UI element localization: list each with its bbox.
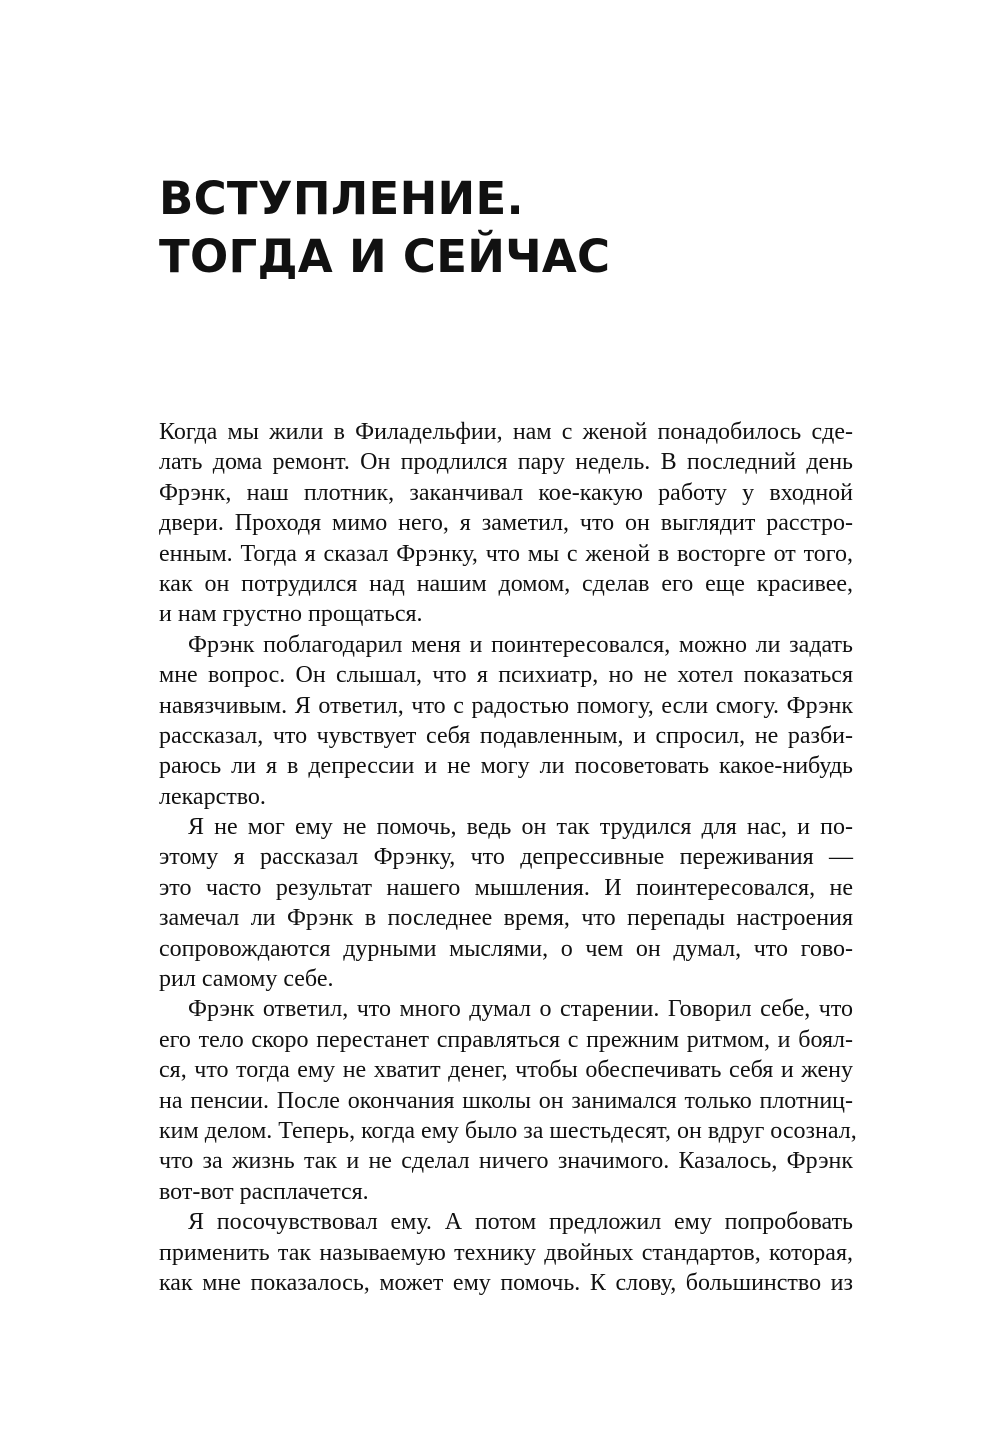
- chapter-title-line-2: ТОГДА И СЕЙЧАС: [159, 230, 611, 283]
- text-line: Я не мог ему не помочь, ведь он так трудился для нас, и по-: [188, 814, 853, 841]
- text-line: этому я рассказал Фрэнку, что депрессивные переживания —: [159, 844, 853, 871]
- text-line: лать дома ремонт. Он продлился пару недель. В последний день: [159, 449, 853, 476]
- text-line: Фрэнк поблагодарил меня и поинтересовался, можно ли задать: [188, 631, 853, 658]
- text-line: ся, что тогда ему не хватит денег, чтобы обеспечивать себя и жену: [159, 1057, 853, 1084]
- text-line: Фрэнк ответил, что много думал о старении. Говорил себе, что: [188, 996, 853, 1023]
- paragraph: [159, 1207, 853, 1298]
- text-line: как мне показалось, может ему помочь. К слову, большинство из: [159, 1269, 853, 1296]
- text-line: это часто результат нашего мышления. И поинтересовался, не: [159, 874, 853, 901]
- text-line: лекарство.: [159, 783, 266, 810]
- text-line: как он потрудился над нашим домом, сделав его еще красивее,: [159, 570, 853, 597]
- text-line: применить так называемую технику двойных стандартов, которая,: [159, 1239, 853, 1266]
- text-line: вот-вот расплачется.: [159, 1178, 369, 1205]
- text-line: рассказал, что чувствует себя подавленным, и спросил, не разби-: [159, 722, 853, 749]
- chapter-title: [159, 170, 859, 286]
- text-line: сопровождаются дурными мыслями, о чем он думал, что гово-: [159, 935, 853, 962]
- paragraph: [159, 630, 853, 812]
- text-line: Когда мы жили в Филадельфии, нам с женой понадобилось сде-: [159, 419, 853, 445]
- text-line: Фрэнк, наш плотник, заканчивал кое-какую работу у входной: [159, 479, 853, 506]
- text-line: навязчивым. Я ответил, что с радостью помогу, если смогу. Фрэнк: [159, 692, 853, 719]
- text-line: енным. Тогда я сказал Фрэнку, что мы с женой в восторге от того,: [159, 540, 853, 567]
- text-line: на пенсии. После окончания школы он занимался только плотниц-: [159, 1087, 853, 1114]
- text-line: замечал ли Фрэнк в последнее время, что перепады настроения: [159, 905, 853, 932]
- paragraph: [159, 994, 857, 1207]
- body-text: [159, 417, 857, 1298]
- text-line: двери. Проходя мимо него, я заметил, что он выглядит расстро-: [159, 510, 853, 537]
- text-line: раюсь ли я в депрессии и не могу ли посоветовать какое-нибудь: [159, 753, 853, 780]
- text-line: мне вопрос. Он слышал, что я психиатр, но не хотел показаться: [159, 662, 853, 689]
- text-line: и нам грустно прощаться.: [159, 601, 423, 628]
- paragraph: [159, 812, 853, 994]
- paragraph: [159, 417, 853, 630]
- text-line: Я посочувствовал ему. А потом предложил ему попробовать: [188, 1209, 853, 1236]
- chapter-title-line-1: ВСТУПЛЕНИЕ.: [159, 172, 524, 225]
- text-line: ким делом. Теперь, когда ему было за шестьдесят, он вдруг осознал,: [159, 1117, 857, 1144]
- text-line: рил самому себе.: [159, 966, 334, 993]
- text-line: его тело скоро перестанет справляться с прежним ритмом, и боял-: [159, 1026, 853, 1053]
- text-line: что за жизнь так и не сделал ничего значимого. Казалось, Фрэнк: [159, 1148, 853, 1175]
